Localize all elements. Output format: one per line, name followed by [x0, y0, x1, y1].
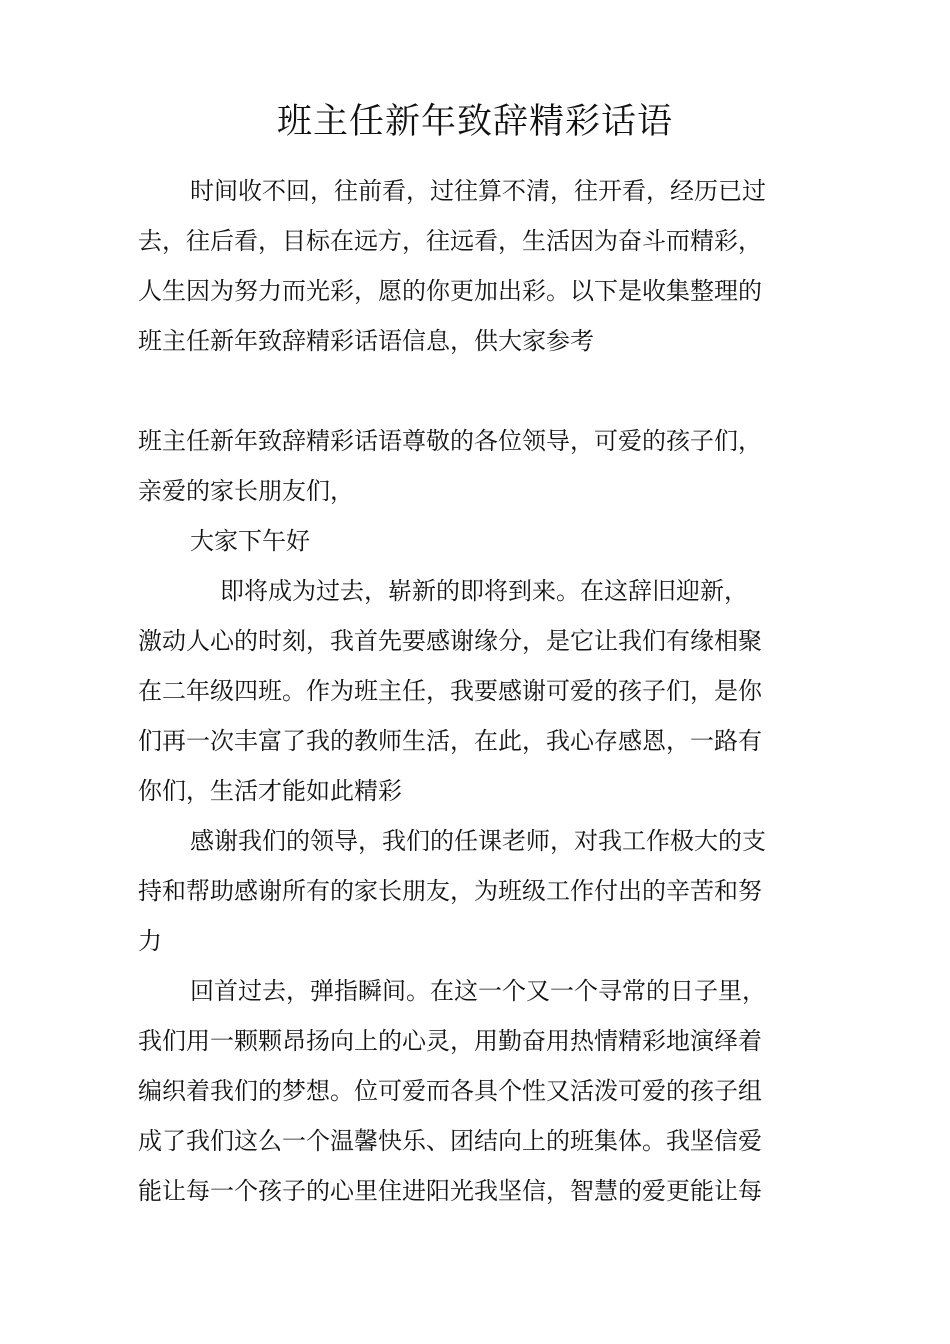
- text-line: 们再一次丰富了我的教师生活，在此，我心存感恩，一路有: [138, 727, 762, 755]
- text-line: 持和帮助感谢所有的家长朋友，为班级工作付出的辛苦和努: [138, 877, 762, 905]
- text-line: 编织着我们的梦想。位可爱而各具个性又活泼可爱的孩子组: [138, 1077, 762, 1105]
- text-line: 在二年级四班。作为班主任，我要感谢可爱的孩子们，是你: [138, 677, 762, 705]
- text-line: 力: [138, 927, 162, 955]
- text-line: 去，往后看，目标在远方，往远看，生活因为奋斗而精彩，: [138, 227, 762, 255]
- text-line: 班主任新年致辞精彩话语信息，供大家参考: [138, 327, 594, 355]
- text-line: 大家下午好: [190, 527, 310, 555]
- text-line: 你们，生活才能如此精彩: [138, 777, 402, 805]
- text-line: 即将成为过去，崭新的即将到来。在这辞旧迎新，: [220, 577, 748, 605]
- text-line: 能让每一个孩子的心里住进阳光我坚信，智慧的爱更能让每: [138, 1177, 762, 1205]
- text-line: 时间收不回，往前看，过往算不清，往开看，经历已过: [190, 177, 766, 205]
- text-line: 人生因为努力而光彩，愿的你更加出彩。以下是收集整理的: [138, 277, 762, 305]
- text-line: 班主任新年致辞精彩话语尊敬的各位领导，可爱的孩子们，: [138, 427, 762, 455]
- text-line: 激动人心的时刻，我首先要感谢缘分，是它让我们有缘相聚: [138, 627, 762, 655]
- document-title: 班主任新年致辞精彩话语: [276, 102, 673, 142]
- text-line: 回首过去，弹指瞬间。在这一个又一个寻常的日子里，: [190, 977, 766, 1005]
- text-line: 成了我们这么一个温馨快乐、团结向上的班集体。我坚信爱: [138, 1127, 762, 1155]
- text-line: 我们用一颗颗昂扬向上的心灵，用勤奋用热情精彩地演绎着: [138, 1027, 762, 1055]
- text-line: 亲爱的家长朋友们，: [138, 477, 354, 505]
- text-line: 感谢我们的领导，我们的任课老师，对我工作极大的支: [190, 827, 766, 855]
